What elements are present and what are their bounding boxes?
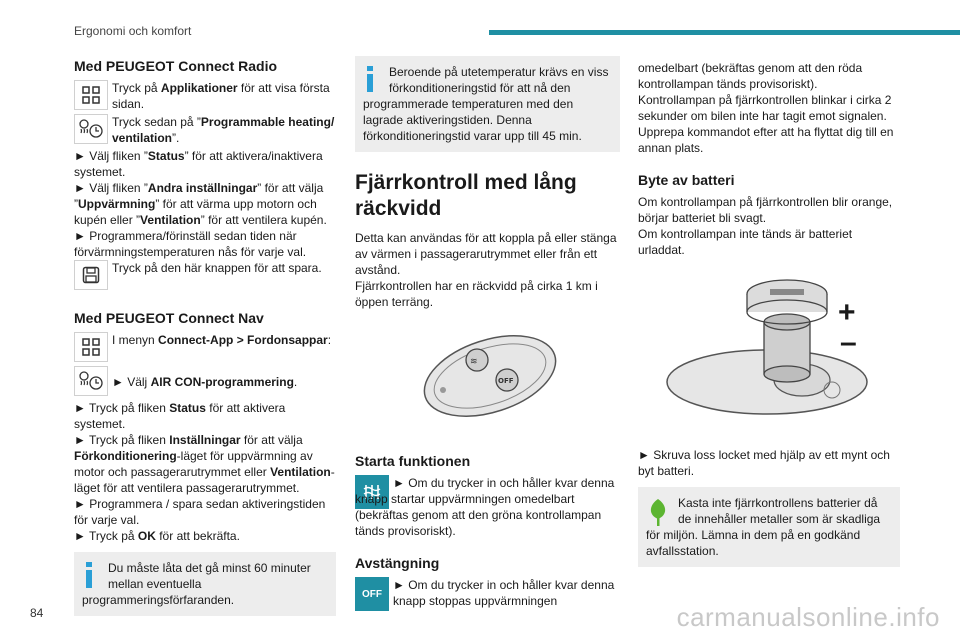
column-middle — [355, 52, 620, 613]
info-note-precondition — [355, 56, 620, 152]
nav-step2-text: ► Välj AIR CON-programmering. — [112, 375, 298, 389]
heating-timer-icon — [74, 366, 108, 396]
start-text: ► Om du trycker in och håller kvar denna knapp startar uppvärmningen omedelbart (bekräftas genom att den gröna kontrollampan tänds provisoriskt). — [355, 476, 615, 538]
battery-illustration — [662, 272, 872, 417]
stop-text: ► Om du trycker in och håller kvar denna knapp stoppas uppvärmningen — [393, 578, 615, 608]
nav-section-title: Med PEUGEOT Connect Nav — [74, 310, 264, 326]
nav-p1: ► Tryck på fliken Status för att aktivera systemet. — [74, 401, 286, 431]
nav-p3: ► Programmera / spara sedan aktiveringstiden för varje val. — [74, 497, 326, 527]
stop-section-title: Avstängning — [355, 555, 440, 571]
battery-plus-label: + — [838, 296, 856, 329]
radio-step1-text: Tryck på Applikationer för att visa första sidan. — [112, 81, 330, 111]
cont-p1: omedelbart (bekräftas genom att den röda kontrollampan tänds provisoriskt). — [638, 61, 863, 91]
watermark: carmanualsonline.info — [676, 602, 940, 632]
radio-p1: ► Välj fliken ”Status” för att aktivera/inaktivera systemet. — [74, 149, 323, 179]
column-right — [638, 52, 900, 567]
battery-p2: Om kontrollampan inte tänds är batteriet urladdat. — [638, 227, 853, 257]
battery-section-title: Byte av batteri — [638, 172, 735, 188]
cont-p3: Upprepa kommandot efter att ha flyttat dig till en annan plats. — [638, 125, 894, 155]
radio-step2-text: Tryck sedan på ”Programmable heating/ ventilation”. — [112, 115, 335, 145]
nav-step1-text: I menyn Connect-App > Fordonsappar: — [112, 333, 332, 347]
cont-p2: Kontrollampan på fjärrkontrollen blinkar i cirka 2 sekunder om bilen inte har tagit emot signalen. — [638, 93, 892, 123]
page-header-title: Ergonomi och komfort — [74, 24, 192, 38]
nav-step-menu — [74, 332, 336, 362]
radio-step-apps — [74, 80, 336, 112]
battery-minus-label: – — [840, 326, 857, 359]
remote-illustration — [415, 328, 565, 423]
info-note-60min-text: Du måste låta det gå minst 60 minuter mellan eventuella programmeringsförfaranden. — [82, 561, 311, 607]
page-number: 84 — [30, 606, 44, 620]
radio-p3: ► Programmera/förinställ sedan tiden när förvärmningstemperaturen nås för varje val. — [74, 229, 307, 259]
apps-icon — [74, 332, 108, 362]
remote-control-illustration — [415, 328, 565, 423]
unscrew-text: ► Skruva loss locket med hjälp av ett mynt och byt batteri. — [638, 448, 890, 478]
page-header-bar — [489, 30, 960, 35]
svg-text:≋: ≋ — [470, 357, 478, 367]
nav-p4: ► Tryck på OK för att bekräfta. — [74, 529, 240, 543]
remote-p1: Detta kan användas för att koppla på eller stänga av värmen i passagerarutrymmet eller från ett avstånd. — [355, 231, 617, 277]
start-section-title: Starta funktionen — [355, 453, 471, 469]
remote-p2: Fjärrkontrollen har en räckvidd på cirka 1 km i öppen terräng. — [355, 279, 598, 309]
eco-note-text: Kasta inte fjärrkontrollens batterier då de innehåller metaller som är skadliga för miljön. Lämna in dem på en godkänd avfallsstation. — [646, 496, 881, 558]
info-icon — [82, 562, 102, 590]
off-button-icon: OFF — [355, 577, 389, 611]
heating-timer-icon — [74, 114, 108, 144]
remote-section-title: Fjärrkontroll med lång räckvidd — [355, 171, 577, 220]
info-note-precondition-text: Beroende på utetemperatur krävs en viss förkonditioneringstid för att nå den programmerade temperaturen med den lagrade aktiveringstiden. Denna förkonditioneringstid varar upp till 45 min. — [363, 65, 609, 143]
radio-step-save — [74, 260, 336, 290]
info-note-60min — [74, 552, 336, 616]
leaf-icon — [646, 497, 672, 527]
nav-p2: ► Tryck på fliken Inställningar för att välja Förkonditionering-läget för uppvärmning av motor och passagerarutrymmet eller Ventilation-läget för att ventilera passagerarutrymmet. — [74, 433, 335, 495]
column-left — [74, 52, 336, 616]
battery-p1: Om kontrollampan på fjärrkontrollen blir orange, börjar batteriet bli svagt. — [638, 195, 893, 225]
radio-step-heating — [74, 114, 336, 146]
stop-row — [355, 577, 620, 611]
save-icon — [74, 260, 108, 290]
radio-p2: ► Välj fliken ”Andra inställningar” för att välja ”Uppvärmning” för att värma upp motorn och kupén eller ”Ventilation” för att ventilera kupén. — [74, 181, 327, 227]
radio-section-title: Med PEUGEOT Connect Radio — [74, 58, 278, 74]
svg-text:OFF: OFF — [498, 377, 514, 385]
radio-save-text: Tryck på den här knappen för att spara. — [112, 261, 322, 275]
eco-note — [638, 487, 900, 567]
nav-step-aircon — [74, 366, 336, 396]
apps-icon — [74, 80, 108, 110]
info-icon — [363, 66, 383, 94]
